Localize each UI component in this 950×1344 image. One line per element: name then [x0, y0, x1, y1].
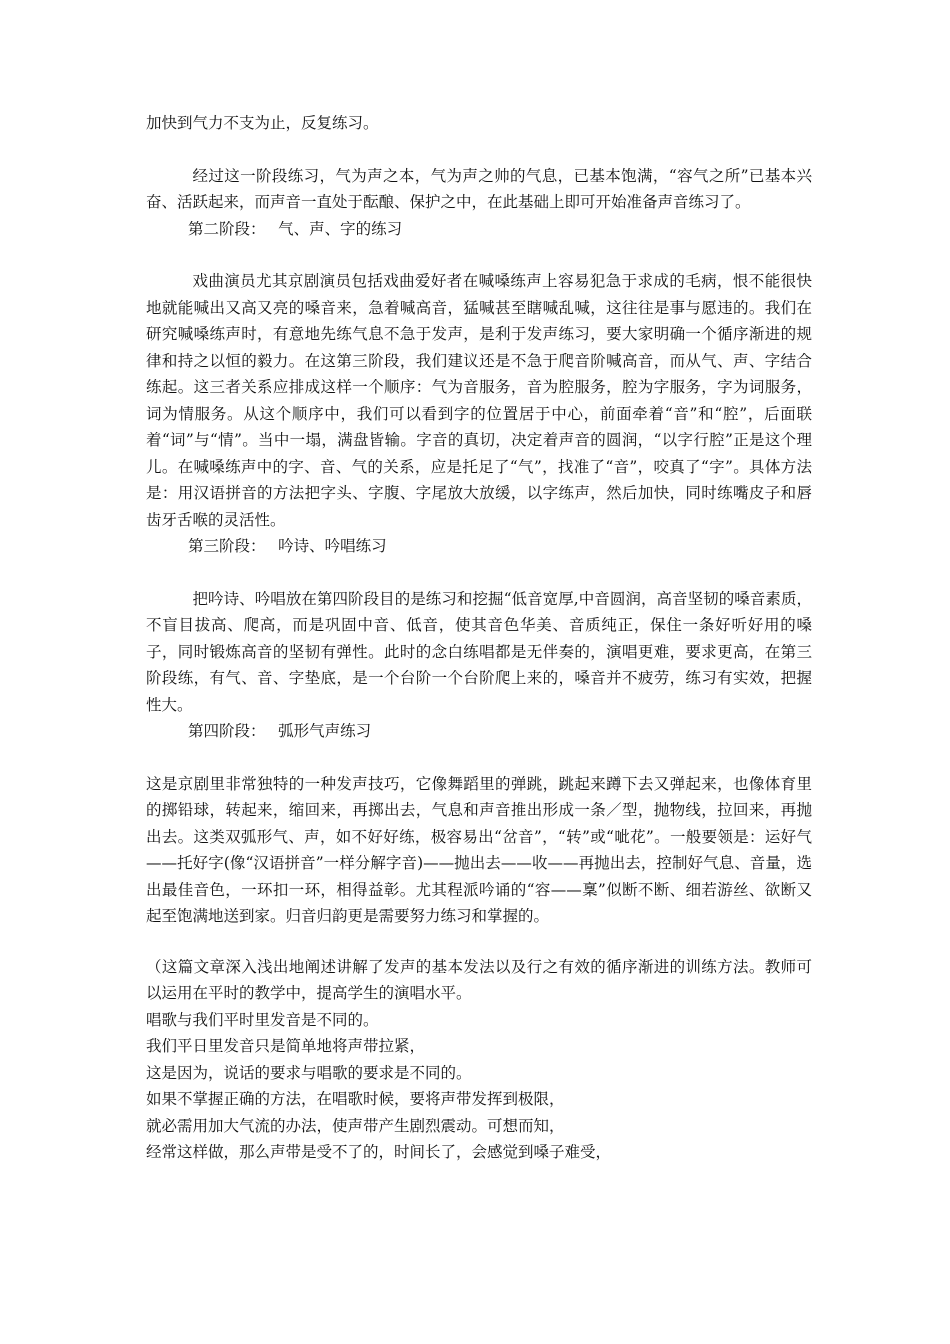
text-line: 唱歌与我们平时里发音是不同的。 — [146, 1010, 379, 1029]
paragraph-stage-one-summary: 经过这一阶段练习，气为声之本，气为声之帅的气息，已基本饱满，“容气之所”已基本兴奋、活跃起来，而声音一直处于酝酿、保护之中，在此基础上即可开始准备声音练习了。 — [146, 166, 812, 211]
text-line: 就必需用加大气流的办法，使声带产生剧烈震动。可想而知， — [146, 1116, 565, 1135]
text-line: 如果不掌握正确的方法，在唱歌时候，要将声带发挥到极限， — [146, 1090, 565, 1108]
heading-stage-four: 第四阶段： 弧形气声练习 — [188, 722, 372, 740]
document-page — [146, 110, 812, 1166]
paragraph-continuation: 加快到气力不支为止，反复练习。 — [146, 114, 379, 132]
paragraph-stage-four-body: 这是京剧里非常独特的一种发声技巧，它像舞蹈里的弹跳，跳起来蹲下去又弹起来，也像体育里的掷铅球，转起来，缩回来，再掷出去，气息和声音推出形成一条／型，抛物线，拉回来，再抛出去。这类双弧形气、声，如不好好练，极容易出“岔音”，“转”或“呲花”。一般要领是：运好气——托好字(像“汉语拼音”一样分解字音)——抛出去——收——再抛出去，控制好气息、音量，选出最佳音色，一环扣一环，相得益彰。尤其程派吟诵的“容——稟”似断不断、细若游丝、欲断又起至饱满地送到家。归音归韵更是需要努力练习和掌握的。 — [146, 774, 812, 925]
text-line: 这是因为，说话的要求与唱歌的要求是不同的。 — [146, 1063, 472, 1082]
heading-stage-three: 第三阶段： 吟诗、吟唱练习 — [188, 537, 387, 555]
heading-stage-two: 第二阶段： 气、声、字的练习 — [188, 219, 403, 238]
paragraph-stage-two-body: 戏曲演员尤其京剧演员包括戏曲爱好者在喊嗓练声上容易犯急于求成的毛病，恨不能很快地就能喊出又高又亮的嗓音来，急着喊高音，猛喊甚至瞎喊乱喊，这往往是事与愿违的。我们在研究喊嗓练声时，有意地先练气息不急于发声，是利于发声练习，要大家明确一个循序渐进的规律和持之以恒的毅力。在这第三阶段，我们建议还是不急于爬音阶喊高音，而从气、声、字结合练起。这三者关系应排成这样一个顺序：气为音服务，音为腔服务，腔为字服务，字为词服务，词为情服务。从这个顺序中，我们可以看到字的位置居于中心，前面牵着“音”和“腔”，后面联着“词”与“情”。当中一塌，满盘皆输。字音的真切，决定着声音的圆润，“以字行腔”正是这个理儿。在喊嗓练声中的字、音、气的关系，应是托足了“气”，找准了“音”，咬真了“字”。具体方法是：用汉语拼音的方法把字头、字腹、字尾放大放缓，以字练声，然后加快，同时练嘴皮子和唇齿牙舌喉的灵活性。 — [146, 272, 812, 529]
paragraph-editor-note: （这篇文章深入浅出地阐述讲解了发声的基本发法以及行之有效的循序渐进的训练方法。教师可以运用在平时的教学中，提高学生的演唱水平。 — [146, 957, 812, 1002]
text-line: 经常这样做，那么声带是受不了的，时间长了，会感觉到嗓子难受， — [146, 1143, 612, 1161]
text-line: 我们平日里发音只是简单地将声带拉紧， — [146, 1037, 426, 1055]
paragraph-stage-three-body: 把吟诗、吟唱放在第四阶段目的是练习和挖掘“低音宽厚,中音圆润，高音坚韧的嗓音素质，不盲目拔高、爬高，而是巩固中音、低音，使其音色华美、音质纯正，保住一条好听好用的嗓子，同时锻炼高音的坚韧有弹性。此时的念白练唱都是无伴奏的，演唱更难，要求更高，在第三阶段练，有气、音、字垫底，是一个台阶一个台阶爬上来的，嗓音并不疲劳，练习有实效，把握性大。 — [146, 589, 812, 714]
